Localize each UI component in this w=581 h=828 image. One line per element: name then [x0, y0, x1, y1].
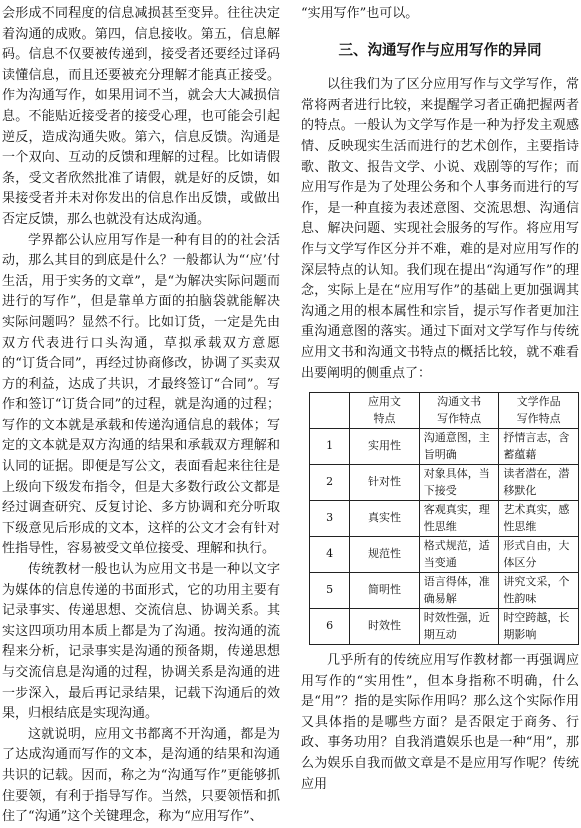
body-paragraph: 学界都公认应用写作是一种有目的的社会活动，那么其目的到底是什么？一般都认为“‘应’付生活，用于实务的文章”，是“为解决实际问题而进行的写作”，但是靠单方面的拍脑袋就能解决实际问题吗？显然不行。比如订货，一定是先由双方代表进行口头沟通，草拟承载双方意愿的“订货合同”，再经过协商修改，协调了买卖双方的利益，达成了共识，才最终签订“合同”。写作和签订“订货合同”的过程，就是沟通的过程；写作的文本就是承载和传递沟通信息的载体；写定的文本就是双方沟通的结果和承载双方理解和认同的证据。即便是写公文，表面看起来往往是上级向下级发布指令，但是大多数行政公文都是经过调查研究、反复讨论、多方协调和充分听取下级意见后形成的文本，这样的公文才会有针对性指导性，容易被受文单位接受、理解和执行。 [2, 232, 280, 557]
table-cell: 时空跨越，长期影响 [499, 609, 579, 645]
table-cell: 时效性强，近期互动 [419, 609, 499, 645]
right-column [301, 4, 579, 795]
table-cell: 艺术真实，感性思维 [499, 501, 579, 537]
left-column [2, 4, 280, 828]
comparison-table [309, 392, 579, 645]
body-paragraph: 这就说明，应用文书都离不开沟通，都是为了达成沟通而写作的文本，是沟通的结果和沟通共识的记载。因而，称之为“沟通写作”更能够抓住要领，有利于指导写作。当然，只要领悟和抓住了“沟通”这个关键理念，称为“应用写作”、 [2, 726, 280, 825]
table-header-cell [310, 393, 350, 429]
section-heading: 三、沟通写作与应用写作的异同 [338, 42, 542, 59]
table-row [310, 537, 579, 573]
table-cell: 真实性 [350, 501, 420, 537]
table-cell: 抒情言志，含蓄蕴藉 [499, 429, 579, 465]
header-line: 文学作品 [516, 395, 561, 409]
row-number: 4 [310, 537, 350, 573]
table-cell: 讲究文采，个性韵味 [499, 573, 579, 609]
body-paragraph: 会形成不同程度的信息减损甚至变异。往往决定着沟通的成败。第四，信息接收。第五，信息解码。信息不仅要被传递到，接受者还要经过译码读懂信息，而且还要被充分理解才能真正接受。作为沟通写作，如果用词不当，就会大大减损信息。不能贴近接受者的接受心理，也可能会引起逆反，造成沟通失败。第六，信息反馈。沟通是一个双向、互动的反馈和理解的过程。比如请假条，受文者欣然批准了请假，就是好的反馈，如果接受者并未对你发出的信息作出反馈，或做出否定反馈，那么也就没有达成沟通。 [2, 6, 280, 227]
header-line: 沟通文书 [437, 395, 482, 409]
table-cell: 针对性 [350, 465, 420, 501]
table-cell: 实用性 [350, 429, 420, 465]
table-row [310, 465, 579, 501]
header-line: 特点 [373, 411, 396, 425]
table-row [310, 501, 579, 537]
table-cell: 客观真实，理性思维 [419, 501, 499, 537]
body-paragraph: 几乎所有的传统应用写作教材都一再强调应用写作的“实用性”，但本身指称不明确，什么是“用”？指的是实际作用吗？那么这个实际作用又具体指的是哪些方面？是否限定于商务、行政、事务功用？自我消遣娱乐也是一种“用”，那么为娱乐自我而做文章是不是应用写作呢？传统应用 [301, 653, 579, 792]
table-cell: 形式自由，大体区分 [499, 537, 579, 573]
row-number: 6 [310, 609, 350, 645]
header-line: 写作特点 [516, 411, 561, 425]
table-row [310, 609, 579, 645]
header-line: 写作特点 [437, 411, 482, 425]
table-cell: 简明性 [350, 573, 420, 609]
table-cell: 语言得体，准确易解 [419, 573, 499, 609]
table-header-cell [419, 393, 499, 429]
table-row [310, 429, 579, 465]
body-paragraph: 传统教材一般也认为应用文书是一种以文字为媒体的信息传递的书面形式，它的功用主要有记录事实、传递思想、交流信息、协调关系。其实这四项功用本质上都是为了沟通。按沟通的流程来分析，记录事实是沟通的预备期，传递思想与交流信息是沟通的过程，协调关系是沟通的进一步深入，最后再记录结果，记载下沟通后的效果，归根结底是实现沟通。 [2, 562, 280, 722]
row-number: 1 [310, 429, 350, 465]
body-paragraph: 以往我们为了区分应用写作与文学写作，常常将两者进行比较，来提醒学习者正确把握两者的特点。一般认为文学写作是一种为抒发主观感情、反映现实生活而进行的艺术创作，主要指诗歌、散文、报告文学、小说、戏剧等的写作；而应用写作是为了处理公务和个人事务而进行的写作，是一种直接为表述意图、交流思想、沟通信息、解决问题、实现社会服务的写作。将应用写作与文学写作区分并不难，难的是对应用写作的深层特点的认知。我们现在提出“沟通写作”的理念，实际上是在“应用写作”的基础上更加强调其沟通之用的根本属性和宗旨，提示写作者更加注重沟通意图的落实。通过下面对文学写作与传统应用文书和沟通文书特点的概括比较，就不难看出要阐明的侧重点了： [301, 77, 579, 381]
row-number: 2 [310, 465, 350, 501]
table-cell: 格式规范，适当变通 [419, 537, 499, 573]
table-cell: 读者潜在，潜移默化 [499, 465, 579, 501]
table-cell: 时效性 [350, 609, 420, 645]
table-cell: 沟通意图，主旨明确 [419, 429, 499, 465]
table-header-row [310, 393, 579, 429]
table-cell: 对象具体，当下接受 [419, 465, 499, 501]
row-number: 5 [310, 573, 350, 609]
body-paragraph: “实用写作”也可以。 [301, 6, 419, 21]
table-cell: 规范性 [350, 537, 420, 573]
table-header-cell [499, 393, 579, 429]
table-row [310, 573, 579, 609]
header-line: 应用文 [368, 395, 402, 409]
row-number: 3 [310, 501, 350, 537]
table-header-cell [350, 393, 420, 429]
